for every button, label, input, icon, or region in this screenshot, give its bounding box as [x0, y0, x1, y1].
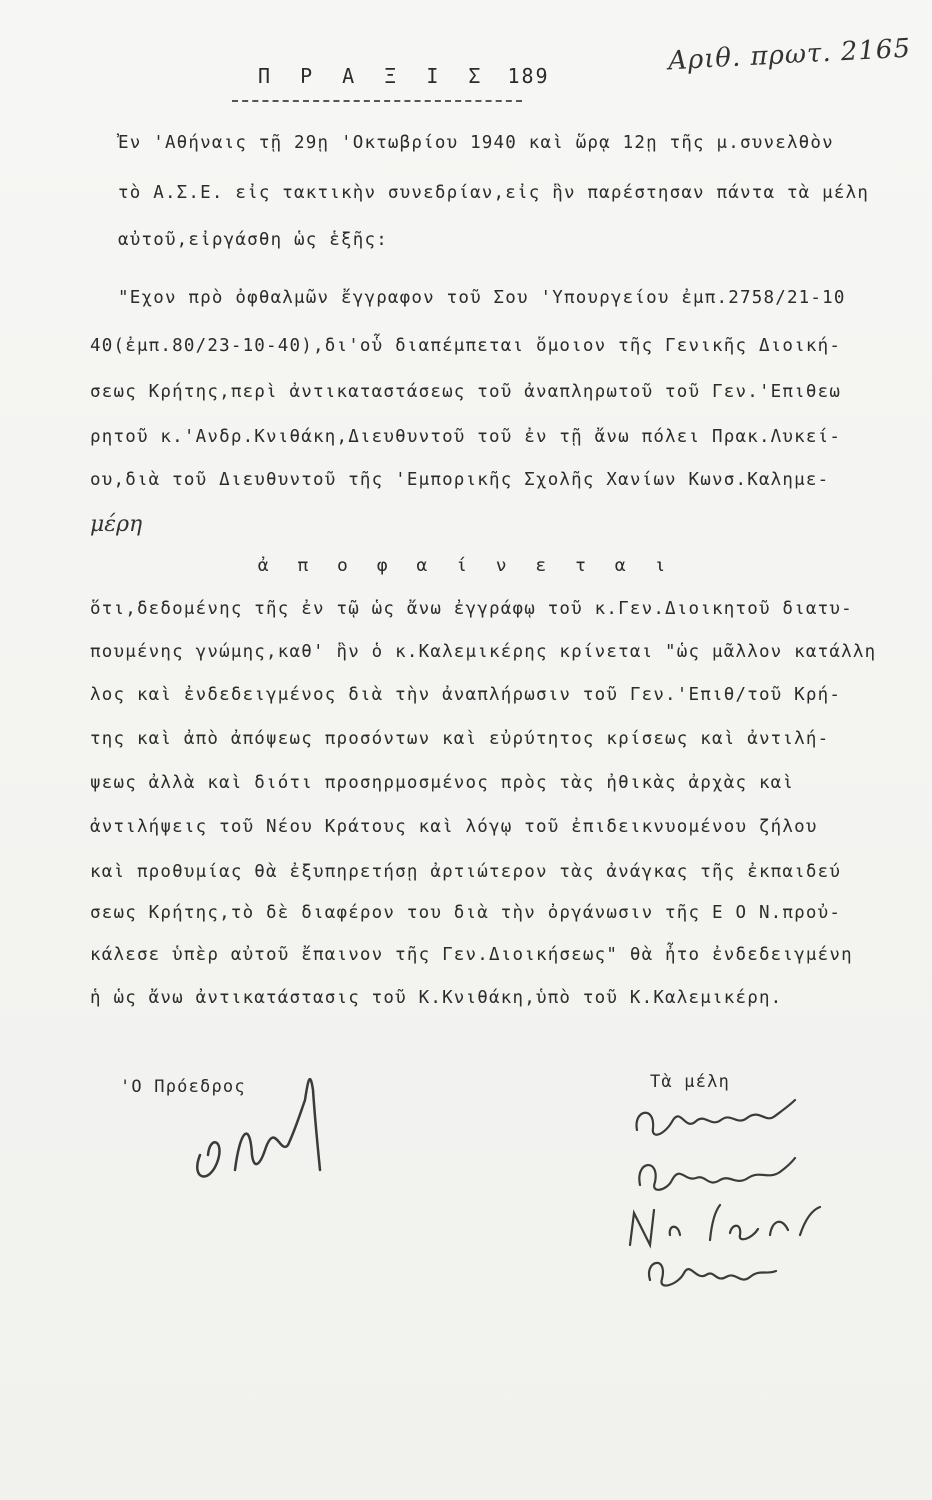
text-line: πουμένης γνώμης,καθ' ἣν ὁ κ.Καλεμικέρης κρίνεται "ὡς μᾶλλον κατάλλη — [90, 642, 877, 662]
text-line: λος καὶ ἐνδεδειγμένος διὰ τὴν ἀναπλήρωσιν τοῦ Γεν.'Επιθ/τοῦ Κρή- — [90, 685, 842, 705]
title-number: 189 — [507, 64, 550, 88]
member-signature-4 — [640, 1245, 790, 1295]
title-underline — [232, 100, 522, 102]
text-line: ου,διὰ τοῦ Διευθυντοῦ τῆς 'Εμπορικῆς Σχολῆς Χανίων Κωνσ.Καλημε- — [90, 470, 830, 490]
member-signature-1 — [625, 1090, 805, 1150]
text-line: ὅτι,δεδομένης τῆς ἐν τῷ ὡς ἄνω ἐγγράφῳ τοῦ κ.Γεν.Διοικητοῦ διατυ- — [90, 599, 853, 619]
text-line: τὸ Α.Σ.Ε. εἰς τακτικὴν συνεδρίαν,εἰς ἣν παρέστησαν πάντα τὰ μέλη — [118, 183, 870, 203]
member-signature-2 — [630, 1150, 800, 1200]
text-line: σεως Κρήτης,τὸ δὲ διαφέρον του διὰ τὴν ὀργάνωσιν τῆς Ε Ο Ν.προὐ- — [90, 903, 842, 923]
text-line: "Εχον πρὸ ὀφθαλμῶν ἔγγραφον τοῦ Σου 'Υπουργείου ἐμπ.2758/21-10 — [118, 288, 846, 308]
text-line: αὐτοῦ,εἰργάσθη ὡς ἑξῆς: — [118, 230, 388, 250]
president-label: 'Ο Πρόεδρος — [120, 1077, 246, 1097]
decision-heading: ἀ π ο φ α ί ν ε τ α ι — [257, 555, 675, 576]
text-line: 40(ἐμπ.80/23-10-40),δι'οὗ διαπέμπεται ὅμοιον τῆς Γενικῆς Διοική- — [90, 336, 842, 356]
president-signature — [180, 1060, 360, 1190]
text-line: ἡ ὡς ἄνω ἀντικατάστασις τοῦ Κ.Κνιθάκη,ὑπὸ τοῦ Κ.Καλεμικέρη. — [90, 988, 783, 1008]
title-label: Π Ρ Α Ξ Ι Σ — [258, 64, 490, 88]
text-line: καὶ προθυμίας θὰ ἐξυπηρετήσῃ ἀρτιώτερον τὰς ἀνάγκας τῆς ἐκπαιδεύ — [90, 862, 842, 882]
document-title — [258, 64, 550, 88]
text-line: ρητοῦ κ.'Ανδρ.Κνιθάκη,Διευθυντοῦ τοῦ ἐν τῇ ἄνω πόλει Πρακ.Λυκεί- — [90, 427, 842, 447]
text-line: Ἐν 'Αθήναις τῇ 29ῃ 'Οκτωβρίου 1940 καὶ ὥρᾳ 12ῃ τῆς μ.συνελθὸν — [118, 133, 834, 153]
handwritten-reference-number: Αριθ. πρωτ. 2165 — [667, 33, 912, 77]
text-line: σεως Κρήτης,περὶ ἀντικαταστάσεως τοῦ ἀναπληρωτοῦ τοῦ Γεν.'Επιθεω — [90, 382, 842, 402]
text-line: ἀντιλήψεις τοῦ Νέου Κράτους καὶ λόγῳ τοῦ ἐπιδεικνυομένου ζήλου — [90, 817, 818, 837]
text-line: ψεως ἀλλὰ καὶ διότι προσηρμοσμένος πρὸς τὰς ἠθικὰς ἀρχὰς καὶ — [90, 773, 795, 793]
text-line: κάλεσε ὑπὲρ αὐτοῦ ἔπαινον τῆς Γεν.Διοικήσεως" θὰ ἦτο ἐνδεδειγμένη — [90, 945, 853, 965]
handwritten-word: μέρη — [90, 512, 143, 537]
members-label: Τὰ μέλη — [650, 1072, 731, 1092]
text-line: της καὶ ἀπὸ ἀπόψεως προσόντων καὶ εὐρύτητος κρίσεως καὶ ἀντιλή- — [90, 729, 830, 749]
